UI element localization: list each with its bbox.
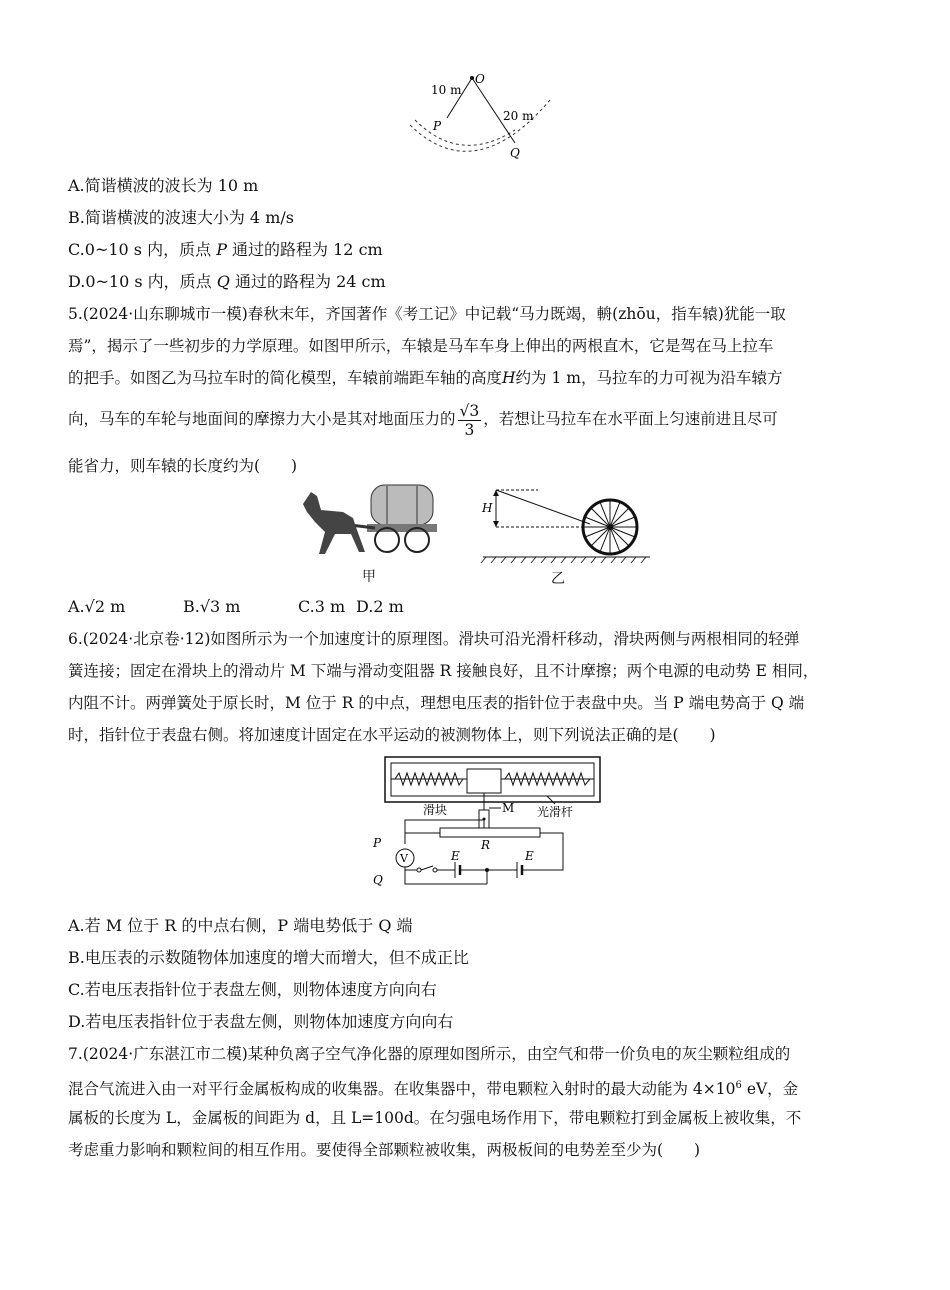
fraction-numerator: √3 [459, 401, 480, 420]
label-20m: 20 m [503, 109, 534, 123]
q4-option-d-var: Q [216, 272, 230, 291]
label-e1: E [451, 849, 460, 863]
slider-block [467, 769, 501, 793]
caption-yi: 乙 [551, 571, 565, 587]
q5-option-b: B.√3 m [183, 597, 241, 616]
q7-line-2-post: eV，金 [741, 1080, 799, 1099]
label-h: H [482, 501, 493, 515]
q5-line-2: 焉”，揭示了一些初步的力学原理。如图甲所示，车辕是马车车身上伸出的两根直木，它是驾在马上拉车 [68, 337, 774, 355]
q5-line-1: 5.(2024·山东聊城市一模)春秋末年，齐国著作《考工记》中记载“马力既竭，輈(zhōu，指车辕)犹能一取 [68, 305, 786, 323]
switch-lever [421, 866, 433, 870]
label-q: Q [373, 873, 383, 887]
q6-line-3: 内阻不计。两弹簧处于原长时，M 位于 R 的中点，理想电压表的指针位于表盘中央。当 P 端电势高于 Q 端 [68, 694, 805, 712]
label-10m: 10 m [431, 83, 462, 97]
label-p: P [373, 836, 382, 850]
label-q: Q [510, 146, 520, 160]
q7-line-2-pre: 混合气流进入由一对平行金属板构成的收集器。在收集器中，带电颗粒入射时的最大动能为 4×10 [68, 1080, 736, 1099]
fraction-sqrt3-over-3 [458, 402, 482, 439]
q5-line-3-post: 约为 1 m，马拉车的力可视为沿车辕方 [515, 369, 783, 387]
q7-line-4: 考虑重力影响和颗粒间的相互作用。要使得全部颗粒被收集，两极板间的电势差至少为( ) [68, 1141, 701, 1159]
q5-line-3-pre: 的把手。如图乙为马拉车时的简化模型，车辕前端距车轴的高度 [68, 369, 503, 387]
label-e2: E [525, 849, 534, 863]
q5-option-d: D.2 m [356, 597, 404, 616]
q5-line-4 [68, 398, 778, 440]
q6-option-a: A.若 M 位于 R 的中点右侧，P 端电势低于 Q 端 [68, 916, 413, 935]
resistor-r [440, 828, 540, 837]
q6-option-c: C.若电压表指针位于表盘左侧，则物体速度方向向右 [68, 980, 437, 999]
q5-line-3 [68, 367, 782, 389]
wire-r-right [530, 833, 563, 870]
q5-line-5: 能省力，则车辕的长度约为( ) [68, 457, 298, 475]
label-r: R [481, 838, 491, 852]
q4-option-d [68, 271, 386, 293]
barrel-shape [371, 485, 433, 525]
q4-option-c-post: 通过的路程为 12 cm [226, 240, 383, 259]
fraction-denominator: 3 [464, 420, 475, 439]
label-o: O [475, 72, 485, 86]
q5-option-c: C.3 m [298, 597, 346, 616]
q6-line-4: 时，指针位于表盘右侧。将加速度计固定在水平运动的被测物体上，则下列说法正确的是( ) [68, 726, 716, 744]
rod-pointer [547, 796, 555, 804]
label-rod: 光滑杆 [537, 805, 574, 819]
q5-line-4-pre: 向，马车的车轮与地面间的摩擦力大小是其对地面压力的 [68, 410, 456, 428]
horse-cart-image [295, 482, 445, 562]
q4-option-c-pre: C.0~10 s 内，质点 [68, 240, 217, 259]
label-m: M [502, 801, 515, 815]
outer-wavefront-arc [410, 100, 550, 151]
q4-option-a: A.简谐横波的波长为 10 m [68, 176, 259, 195]
wave-source-diagram [405, 70, 555, 165]
label-v: V [400, 852, 408, 865]
q4-option-b: B.简谐横波的波速大小为 4 m/s [68, 208, 294, 227]
ground-hatch [481, 557, 646, 563]
q4-option-c-var: P [216, 240, 227, 259]
arrow-down [493, 521, 499, 527]
q7-line-3: 属板的长度为 L，金属板的间距为 d，且 L=100d。在匀强电场作用下，带电颗粒打到金属板上被收集，不 [68, 1109, 802, 1127]
cart-model-diagram [478, 482, 653, 567]
q7-line-2 [68, 1075, 798, 1100]
q6-option-b: B.电压表的示数随物体加速度的增大而增大，但不成正比 [68, 948, 469, 967]
cart-bed [367, 524, 437, 532]
q6-line-1: 6.(2024·北京卷·12)如图所示为一个加速度计的原理图。滑块可沿光滑杆移动，滑块两侧与两根相同的轻弹 [68, 630, 800, 648]
q7-line-1: 7.(2024·广东湛江市二模)某种负离子空气净化器的原理如图所示，由空气和带一价负电的灰尘颗粒组成的 [68, 1045, 791, 1063]
q5-line-3-var: H [502, 369, 516, 387]
inner-wavefront-arc [415, 120, 515, 145]
label-slider: 滑块 [423, 803, 448, 817]
caption-jia: 甲 [362, 569, 376, 585]
left-spring [395, 773, 463, 785]
q5-line-4-post: ，若想让马拉车在水平面上匀速前进且尽可 [483, 410, 778, 428]
horse-shape [303, 492, 365, 554]
wire-bottom [405, 870, 487, 884]
q4-option-d-post: 通过的路程为 24 cm [229, 272, 386, 291]
point-o [470, 76, 474, 80]
q4-option-c [68, 239, 383, 261]
wheel-spokes [583, 500, 637, 554]
label-p: P [433, 119, 442, 133]
switch-contact [433, 868, 437, 872]
q6-line-2: 簧连接；固定在滑块上的滑动片 M 下端与滑动变阻器 R 接触良好，且不计摩擦；两个电源的电动势 E 相同， [68, 662, 819, 680]
switch-contact [417, 868, 421, 872]
accelerometer-circuit-diagram [365, 752, 610, 902]
q5-option-a: A.√2 m [68, 597, 126, 616]
q7-exponent: 6 [735, 1080, 742, 1091]
shaft-line [496, 490, 590, 524]
q6-option-d: D.若电压表指针位于表盘左侧，则物体加速度方向向右 [68, 1012, 454, 1031]
wire-v-bottom [405, 867, 417, 870]
q4-option-d-pre: D.0~10 s 内，质点 [68, 272, 217, 291]
